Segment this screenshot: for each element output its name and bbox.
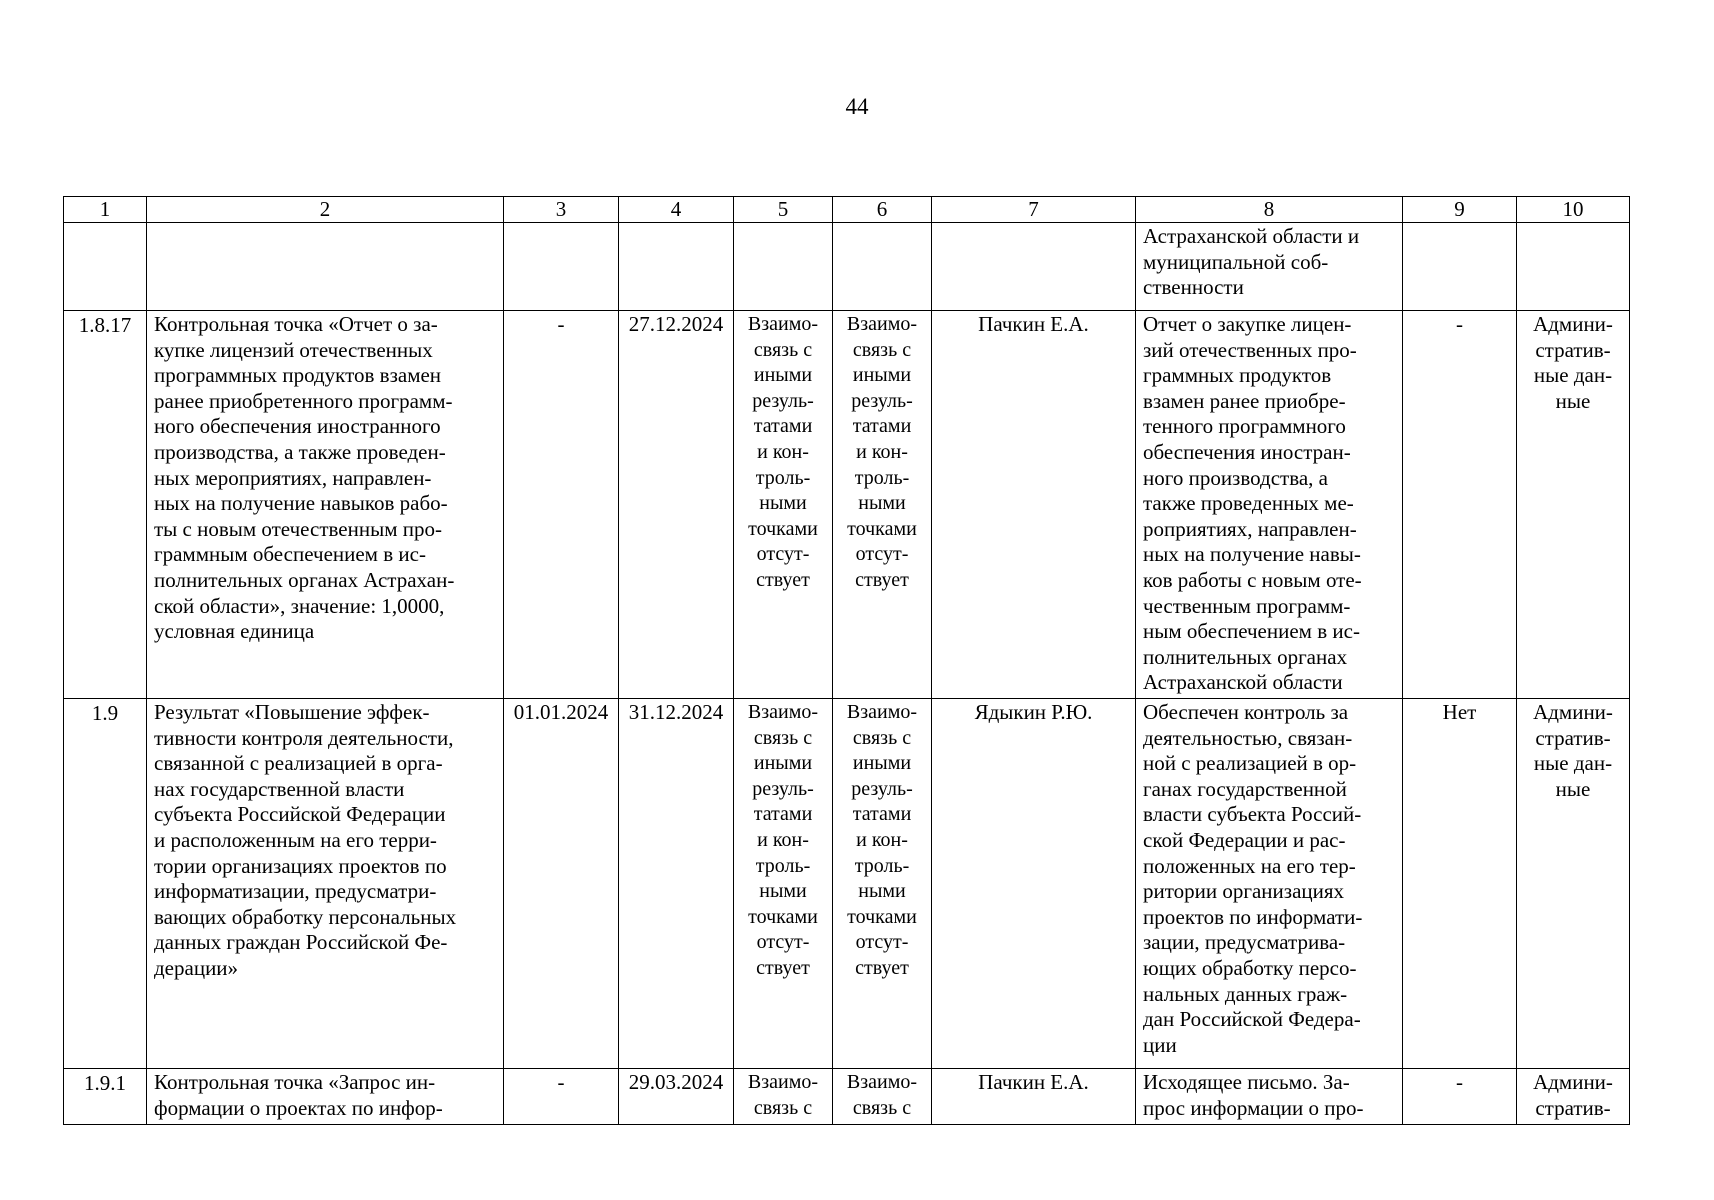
cell-name: Результат «Повышение эффек- тивности контроля деятельности, связанной с реализацией в орга- нах государственной власти субъекта Российской Федерации и расположенным на его терри- тории организациях проектов по информатизации, предусматри- вающих обработку персональных данных граждан Российской Фе- дерации»	[147, 699, 504, 1069]
cell-info-system: -	[1403, 1069, 1517, 1125]
cell-responsible: Пачкин Е.А.	[932, 311, 1136, 699]
cell-responsible: Ядыкин Р.Ю.	[932, 699, 1136, 1069]
cell-info-system	[1403, 223, 1517, 311]
cell-predecessors: Взаимо- связь с иными резуль- татами и кон- троль- ными точками отсут- ствует	[734, 311, 833, 699]
table-row	[64, 311, 1630, 699]
cell-name: Контрольная точка «Отчет о за- купке лицензий отечественных программных продуктов взамен ранее приобретенного программ- ного обеспечения иностранного производства, а также проведен- ных мероприятиях, направлен- ных на получение навыков рабо- ты с новым отечественным про- граммным обеспечением в ис- полнительных органах Астрахан- ской области», значение: 1,0000, условная единица	[147, 311, 504, 699]
cell-verification: Админи- стратив-	[1517, 1069, 1630, 1125]
cell-verification: Админи- стратив- ные дан- ные	[1517, 699, 1630, 1069]
cell-successors	[833, 223, 932, 311]
cell-end-date: 31.12.2024	[619, 699, 734, 1069]
column-number: 3	[504, 197, 619, 223]
cell-number: 1.9.1	[64, 1069, 147, 1125]
cell-result-description: Обеспечен контроль за деятельностью, связан- ной с реализацией в ор- ганах государственной власти субъекта Россий- ской Федерации и рас- положенных на его тер- ритории организациях проектов по информати- зации, предусматрива- ющих обработку персо- нальных данных граж- дан Российской Федера- ции	[1136, 699, 1403, 1069]
cell-predecessors: Взаимо- связь с	[734, 1069, 833, 1125]
cell-name: Контрольная точка «Запрос ин- формации о проектах по инфор-	[147, 1069, 504, 1125]
cell-info-system: Нет	[1403, 699, 1517, 1069]
column-number: 7	[932, 197, 1136, 223]
cell-predecessors	[734, 223, 833, 311]
cell-start-date: 01.01.2024	[504, 699, 619, 1069]
cell-end-date: 27.12.2024	[619, 311, 734, 699]
cell-start-date: -	[504, 1069, 619, 1125]
cell-info-system: -	[1403, 311, 1517, 699]
cell-name	[147, 223, 504, 311]
cell-result-description: Отчет о закупке лицен- зий отечественных про- граммных продуктов взамен ранее приобре- тенного программного обеспечения иностран- ного производства, а также проведенных ме- роприятиях, направлен- ных на получение навы- ков работы с новым оте- чественным программ- ным обеспечением в ис- полнительных органах Астраханской области	[1136, 311, 1403, 699]
cell-responsible	[932, 223, 1136, 311]
cell-verification: Админи- стратив- ные дан- ные	[1517, 311, 1630, 699]
cell-responsible: Пачкин Е.А.	[932, 1069, 1136, 1125]
cell-predecessors: Взаимо- связь с иными резуль- татами и кон- троль- ными точками отсут- ствует	[734, 699, 833, 1069]
cell-end-date	[619, 223, 734, 311]
cell-result-description: Астраханской области и муниципальной соб- ственности	[1136, 223, 1403, 311]
column-number: 6	[833, 197, 932, 223]
column-number: 9	[1403, 197, 1517, 223]
cell-verification	[1517, 223, 1630, 311]
column-number: 10	[1517, 197, 1630, 223]
column-number: 5	[734, 197, 833, 223]
cell-number	[64, 223, 147, 311]
cell-start-date: -	[504, 311, 619, 699]
cell-number: 1.9	[64, 699, 147, 1069]
column-number: 8	[1136, 197, 1403, 223]
table-row	[64, 223, 1630, 311]
cell-start-date	[504, 223, 619, 311]
column-number: 2	[147, 197, 504, 223]
cell-result-description: Исходящее письмо. За- прос информации о про-	[1136, 1069, 1403, 1125]
table-row	[64, 1069, 1630, 1125]
cell-number: 1.8.17	[64, 311, 147, 699]
cell-successors: Взаимо- связь с	[833, 1069, 932, 1125]
cell-end-date: 29.03.2024	[619, 1069, 734, 1125]
page-number: 44	[845, 94, 869, 119]
cell-successors: Взаимо- связь с иными резуль- татами и кон- троль- ными точками отсут- ствует	[833, 699, 932, 1069]
column-number: 4	[619, 197, 734, 223]
plan-table	[63, 196, 1630, 1125]
column-number-row	[64, 197, 1630, 223]
table-row	[64, 699, 1630, 1069]
column-number: 1	[64, 197, 147, 223]
cell-successors: Взаимо- связь с иными резуль- татами и кон- троль- ными точками отсут- ствует	[833, 311, 932, 699]
